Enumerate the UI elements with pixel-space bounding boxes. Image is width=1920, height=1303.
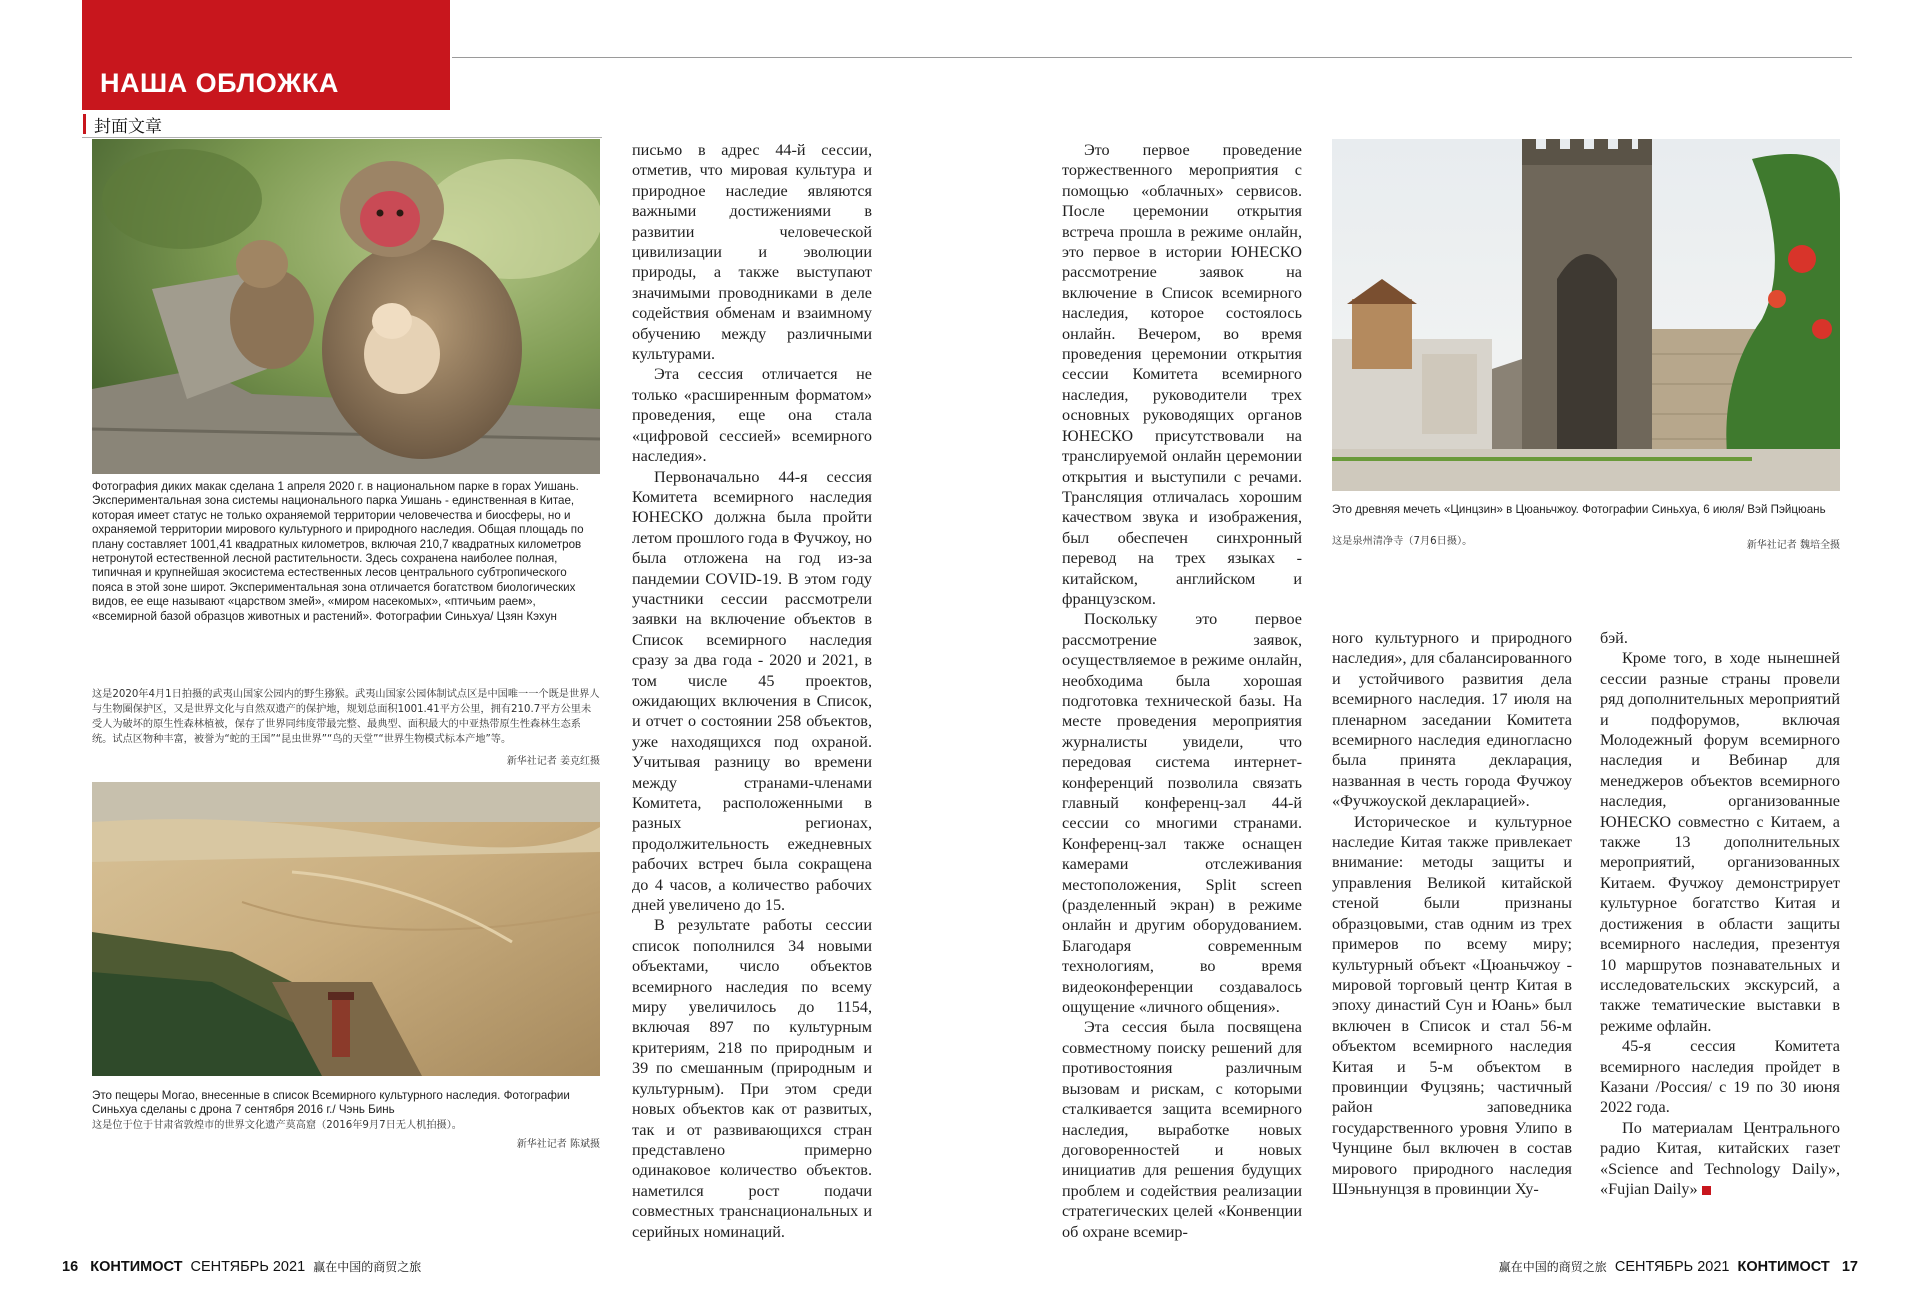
paragraph: Кроме того, в ходе нынешней сессии разные страны провели ряд дополнительных мероприятий и подфорумов, включая Молодежный форум всемирного наследия и Вебинар для менеджеров объектов всемирного наследия, организованные ЮНЕСКО совместно с Китаем, а также 13 дополнительных мероприятий, организованных Китаем. Фучжоу демонстрирует культурное богатство Китая и достижения в области защиты всемирного наследия, презентуя 10 маршрутов познавательных и исследовательских экскурсий, а также тематические выставки в режиме офлайн.: [1600, 649, 1840, 1035]
paragraph: В результате работы сессии список пополнился 34 новыми объектами, число объектов всемирного наследия по всему миру увеличилось до 1154, включая 897 по культурным критериям, 218 по природным и 39 по смешанным (природным и культурным). При этом среди новых объектов как от развитых, так и от развивающихся стран представлено примерно одинаковое количество объектов. наметился рост подачи совместных транснациональных и серийных номинаций.: [632, 916, 872, 1241]
paragraph: ного культурного и природного наследия», для сбалансированного и устойчивого развития дела всемирного наследия. 17 июля на пленарном заседании Комитета всемирного наследия единогласно была принята декларация, названная в честь города Фучжоу «Фучжоуской декларацией».: [1332, 629, 1572, 811]
macaques-credit: 新华社记者 姜克红摄: [506, 756, 600, 767]
article-column-3: [1332, 628, 1572, 1199]
page-number-right: 17: [1841, 1259, 1858, 1275]
mogao-caption-ru: Это пещеры Могао, внесенные в список Всемирного культурного наследия. Фотографии Синьхуа сделаны с дрона 7 сентября 2016 г./ Чэнь Бинь: [92, 1089, 570, 1117]
section-title: НАША ОБЛОЖКА: [100, 68, 339, 98]
macaques-caption-ru: Фотография диких макак сделана 1 апреля 2020 г. в национальном парке в горах Уишань. Экспериментальная зона системы национального парка Уишань - единственная в Китае, которая имеет статус не только охраняемой территории человечества и биосферы, но и охраняемой территории мирового культурного и природного наследия. Общая площадь по плану составляет 1001,41 квадратных километров, включая 210,7 квадратных километров нетронутой естественной лесной растительности. Здесь сохранена наиболее полная, типичная и крупнейшая экосистема естественных лесов центрального субтропического пояса в этой зоне широт. Экспериментальная зона отличается богатством биологических видов, ее еще называют «царством змей», «миром насекомых», «птичьим раем», «всемирной базой образцов животных и растений». Фотографии Синьхуа/ Цзян Кэхун: [92, 480, 584, 623]
mosque-caption-zh: 这是泉州清净寺（7月6日摄）。: [1332, 536, 1473, 547]
footer-right: [1499, 1258, 1858, 1275]
section-subtitle: 封面文章: [94, 117, 162, 137]
subtitle-accent-bar: [83, 114, 86, 134]
macaques-photo: [92, 139, 600, 474]
mosque-credit: 新华社记者 魏培全摄: [1746, 540, 1840, 551]
slogan-right: 赢在中国的商贸之旅: [1498, 1260, 1607, 1274]
paragraph: бэй.: [1600, 629, 1628, 647]
mosque-photo: [1332, 139, 1840, 491]
article-column-4: [1600, 628, 1840, 1199]
mogao-credit: 新华社记者 陈斌摄: [516, 1139, 600, 1150]
footer-left: [62, 1258, 421, 1275]
mogao-photo: [92, 782, 600, 1076]
paragraph: Историческое и культурное наследие Китая также привлекает внимание: методы защиты и управления Великой китайской стеной были признаны образцовыми, став одним из трех примеров по всему миру; культурный объект «Цюаньчжоу - мировой торговый центр Китая в эпоху династий Сун и Юань» был включен в Список и стал 56-м объектом всемирного наследия Китая и 5-м объектом в провинции Фуцзянь; частичный район заповедника государственного уровня Улипо в Чунцине был включен в состав мирового природного наследия Шэньнунцзя в провинции Ху-: [1332, 812, 1572, 1198]
source-note: По материалам Центрального радио Китая, китайских газет «Science and Technology Daily», «Fujian Daily»: [1600, 1118, 1840, 1198]
mogao-caption-zh: 这是位于位于甘肃省敦煌市的世界文化遗产莫高窟（2016年9月7日无人机拍摄）。: [92, 1120, 462, 1131]
mosque-caption-ru: Это древняя мечеть «Цинцзин» в Цюаньчжоу. Фотографии Синьхуа, 6 июля/ Вэй Пэйцюань: [1332, 503, 1826, 516]
page-number-left: 16: [62, 1259, 79, 1275]
issue-date-left: СЕНТЯБРЬ 2021: [190, 1259, 306, 1275]
article-column-1: [632, 140, 872, 1242]
header-rule: [452, 57, 1852, 58]
paragraph: [1600, 1118, 1840, 1200]
paragraph: Эта сессия была посвящена совместному поиску решений для противостояния различным вызовам и рискам, с которыми сталкивается защита всемирного наследия, выработке новых договоренностей и новых инициатив для решения будущих проблем и содействия реализации стратегических целей «Конвенции об охране всемир-: [1062, 1018, 1302, 1241]
slogan-left: 赢在中国的商贸之旅: [313, 1260, 422, 1274]
paragraph: Первоначально 44-я сессия Комитета всемирного наследия ЮНЕСКО должна была пройти летом прошлого года в Фучжоу, но была отложена на год из-за пандемии COVID-19. В этом году участники сессии рассмотрели заявки на включение объектов в Список всемирного наследия сразу за два года - 2020 и 2021, в том числе 45 проектов, ожидающих включения в Список, и отчет о состоянии 258 объектов, уже находящихся под охраной. Учитывая разницу во времени между странами-членами Комитета, расположенными в разных регионах, продолжительность ежедневных рабочих встреч была сокращена до 4 часов, а количество рабочих дней увеличено до 15.: [632, 467, 872, 915]
brand-left: КОНТИМОСТ: [90, 1259, 183, 1275]
macaques-caption-zh: 这是2020年4月1日拍摄的武夷山国家公园内的野生猕猴。武夷山国家公园体制试点区是中国唯一一个既是世界人与生物圈保护区，又是世界文化与自然双遗产的保护地，规划总面积1001.41平方公里，拥有210.7平方公里未受人为破坏的原生性森林植被，保存了世界同纬度带最完整、最典型、面积最大的中亚热带原生性森林生态系统。试点区物种丰富，被誉为“蛇的王国”“昆虫世界”“鸟的天堂”“世界生物模式标本产地”等。: [92, 689, 600, 745]
paragraph: Эта сессия отличается не только «расширенным форматом» проведения, еще она стала «цифровой сессией» всемирного наследия».: [632, 365, 872, 466]
paragraph: Поскольку это первое рассмотрение заявок, осуществляемое в режиме онлайн, необходима была хорошая подготовка технической базы. На месте проведения мероприятия журналисты увидели, что передовая система интернет-конференций позволила связать главный конференц-зал 44-й сессии со многими странами. Конференц-зал также оснащен камерами отслеживания местоположения, Split screen (разделенный экран) в режиме онлайн и другим оборудованием. Благодаря современным технологиям, во время видеоконференции создавалось ощущение «личного общения».: [1062, 610, 1302, 1017]
issue-date-right: СЕНТЯБРЬ 2021: [1614, 1259, 1730, 1275]
paragraph: 45-я сессия Комитета всемирного наследия пройдет в Казани /Россия/ с 19 по 30 июня 2022 года.: [1600, 1037, 1840, 1117]
subtitle-rule: [82, 137, 602, 138]
article-column-2: [1062, 140, 1302, 1242]
paragraph: Это первое проведение торжественного мероприятия с помощью «облачных» сервисов. После церемонии открытия встреча прошла в режиме онлайн, это первое в истории ЮНЕСКО рассмотрение заявок на включение в Список всемирного наследия, которое состоялось онлайн. Вечером, во время проведения церемонии открытия сессии Комитета всемирного наследия, руководители трех основных руководящих органов ЮНЕСКО присутствовали на транслируемой онлайн церемонии открытия и выступили с речами. Трансляция отличалась хорошим качеством звука и изображения, был обеспечен синхронный перевод на трех языках - китайском, английском и французском.: [1062, 141, 1302, 608]
end-mark: [1702, 1186, 1711, 1195]
brand-right: КОНТИМОСТ: [1737, 1259, 1830, 1275]
paragraph: письмо в адрес 44-й сессии, отметив, что мировая культура и природное наследие являются важными достижениями в развитии человеческой цивилизации и эволюции природы, а также выступают значимыми проводниками в деле содействия обменам и взаимному обучению между различными культурами.: [632, 141, 872, 364]
